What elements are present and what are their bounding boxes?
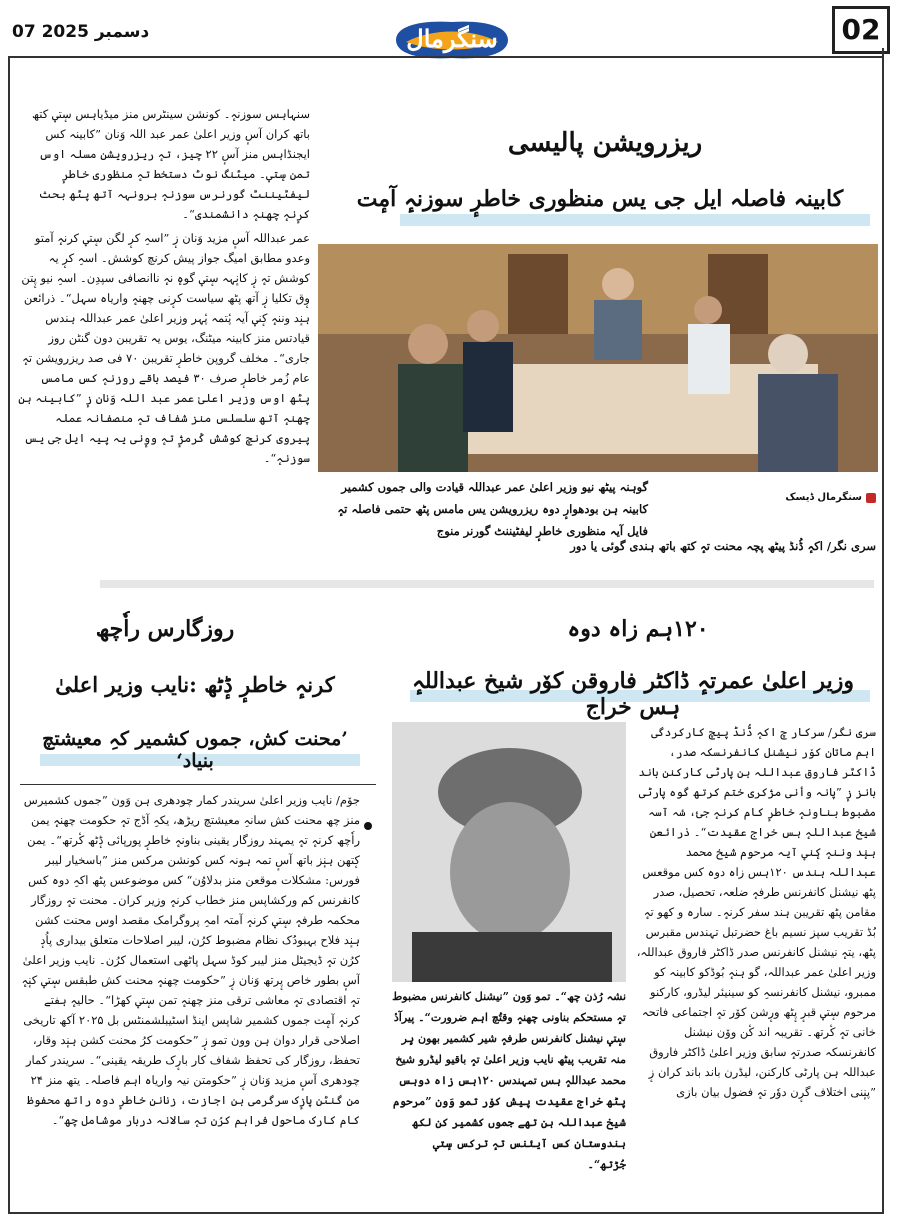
top-story-credit xyxy=(660,492,876,503)
right-story-headline: وزیر اعلیٰ عمرتہٕ ڈاکٹر فاروقن کوٚر شیخ عبداللہٕ ہس خراج xyxy=(412,668,854,720)
right-story-paragraph: سری نگر/ سرکار چ اکہٕ ڈُنڈ پیچ کارکردگی اہم ماتان کوٚر نیشنل کانفرنسکہ صدر، ڈاکٹر فاروق عبداللہ ہن پارٹی کارکنن باند بانز زٕ ”پانہ وأنی مژکری ختم کرتھ گوہ پارٹی مضبوط بناونہٕ خاطرٕ کام کرنہٕ جیٔ، سٔہ آسہ شیخ عبداللہٕ ہس خراج عقیدت“۔ ذرائعن ہنٕد وننہٕ کٕنؠ آیہ مرحوم شیخ محمد عبداللہ ہندس ۱۲۰ہس زاہ دوہ کس موقعس پٹھ نیشنل کانفرنس طرفہٕ ضلعہ، تحصیل، صدر مقامن پٹھ تقریبن ہند سفر کرنہٕ۔ سارہ و کھو تہٕ بُڈ تقریب سپز نسیم باغ حضرتبل تہندس مقبرس پٹھ، یتہٕ نیشنل کانفرنس صدر ڈاکٹر فاروق عبداللہ، وزیر اعلیٰ عمر عبداللہ، گو ہنہٕ بُوڈکو کابینہ کو ممبرو، نیشنل کانفرنسہِ کو سینیئر لیڈرو، کارکنو مرحوم سٕتؠ قبرٕ پٕٹھ ورٕشن کوٚر تہٕ اجتماعی فاتحہ خانی تہٕ کٔرتھ۔ تقریبہ اند کٔن ووٚن نیشنل کانفرنسکہ صدرتہٕ سابق وزیر اعلیٰ ڈاکٹر فاروق عبداللہ ہن پارٹی کارکنن، لیڈرن باند باند کران زٕ ”پنٕنی اختلاف گرٕن دوٗر تہٕ فضول بیان بازی xyxy=(636,725,876,1099)
bullet-icon xyxy=(364,822,372,830)
left-story-headline-1: کرنہٕ خاطرٕ ڈٕٹھ :نایب وزیر اعلیٰ xyxy=(55,672,335,697)
top-story-credit-wrap xyxy=(660,492,876,503)
top-story-dateline: سری نگر/ اکہٕ ڈُنڈ پیٹھ پچہ محنت تہٕ کتھ باتھ ہندی گوئی یا دور xyxy=(570,539,876,553)
left-story-column xyxy=(20,790,360,1202)
left-story-kicker: روزگارس راٗچھ xyxy=(95,616,235,642)
left-border xyxy=(8,56,10,1214)
right-story-kicker: ۱۲۰ہم زاہ دوہ xyxy=(567,616,709,642)
credit-text: سنگرمال ڈیسک xyxy=(785,492,862,503)
left-story-paragraph: جۆم/ نایب وزیر اعلیٰ سریندر کمار چودھری ہن وَون ”جموں کشمیرس منز چھ محنت کش سانہِ معیشتچ ریڑھ، یکہِ آڈج تہٕ حکومت چھنہٕ یمن راٗچھ کرنہٕ تہٕ یمہند روزگار یقینی بناونہٕ خاطرٕ پورپائی ڈٕٹھ کٔرتھ“۔ یمن کٕتھن ہنٕز باتھ آسٕ تمہ ہونہ کس کونشن مرکس منز ”باسخیار لیبر فورس: مشکلات موقعن منز بدلاوُن“ کس موضوعس پٹھ اکہِ دوہ کس کانفرنس کم ورکشاپس منز خطاب کرنہٕ وزیر کران۔ محنت تہٕ روزگار محکمہ طرفہٕ سٕتؠ کرنہٕ آمتہ امہِ پروگرامک مقصد اوس محنت کشن ہنٕد فلاح بہبودُک نظام مضبوط کرُن، لیبر اصلاحات متعلق بیداری پاُدٕ کرُن تہٕ ڈیجیٹل منز لیبر کوڈ سہل پاٹھی استعمال کرُن۔ نایب وزیر اعلیٰ آسٕ بطور خاص پٕرتھ وَنان زٕ ”حکومت چھنہٕ محنت کش طبقس سٕتؠ کنٕہٕ تہٕ اقتصادی تہٕ معاشی ترقی منز چھنہٕ تمن سٕتؠ کھڑا“۔ حالیہٕ ہفتے کرنہٕ آمٕت جموں کشمیر شاپس اینڈ اسٹیبلشمنٹس بل ۲۰۲۵ آکھ تاریخی اصلاحی قرار دوان ہن وون تمو زٕ ”حکومت کرُ محنت کشن ہنٕد وقار، تحفظ، روزگار کی تحفظ شفاف کار بارٕک طریقہ یقینی“۔ سریندر کمار چودھری آسٕ مزید وَنان زٕ ”حکومتن نیہ واریاہ اہم فاصلہ۔ یتھ منز ۲۴ من گنٹن پازٕک سرگرمی ہن اجازت، زنانن خاطرٕ دوہ راتھ محفوظ کام کارک ماحول فراہم کرُن تہٕ سالانہ دربار موشامل چھ“۔ xyxy=(21,793,360,1127)
masthead xyxy=(0,0,900,64)
page-number: 02 xyxy=(832,6,890,54)
meeting-photo-icon xyxy=(318,244,878,472)
top-story-column xyxy=(18,104,310,574)
portrait-photo xyxy=(392,722,626,982)
headline-highlight xyxy=(400,214,870,226)
top-story-paragraph: سنہاہس سوزنہٕ۔ کونشن سینٹرس منز میڈیاہس سٕتؠ کتھ باتھ کران آسٕ وزیر اعلیٰ عمر عبد اللہ وَنان ”کابینہ کس ایجنڈاہس منز آسٕ ۲۲ چیز، تہٕ ریزرویشن مسلہ اوس تمن سٕتؠ۔ میٹنگ نوٹ دستخط تہٕ منظوری خاطرٕ لیفٹیننٹ گورنرس سوزنہٕ برونہہ آتھ پٹھ بحث کرٕنہٕ چھنہٕ دانشمندی“۔ xyxy=(31,107,310,221)
left-story-headline-2: ’محنت کش، جموں کشمیر کہِ معیشتچ بنیاد‘ xyxy=(42,728,348,772)
cabinet-meeting-photo xyxy=(318,244,878,472)
top-story-caption: گوہنہ پیٹھ نیو وزیر اعلیٰ عمر عبداللہ قیادت والی جموں کشمیر کابینہ ہن بودھوارٕ دوہ ریزرویشن یس مامس پٹھ حتمی فاصلہ تہٕ فایل آیہ منظوری خاطرٕ لیفٹیننٹ گورنر منوج xyxy=(337,480,648,538)
top-story-kicker: ریزرویشن پالیسی xyxy=(507,128,703,158)
section-divider xyxy=(100,580,874,588)
logo-text: سنگرمال xyxy=(406,24,498,53)
issue-date: 07 دسمبر 2025 xyxy=(12,22,150,42)
masthead-rule xyxy=(8,56,884,58)
bottom-rule xyxy=(8,1212,884,1214)
right-border xyxy=(882,48,884,1214)
portrait-icon xyxy=(392,722,626,982)
top-story-headline: کابینہ فاصلہ ایل جی یس منظوری خاطرٕ سوزنہٕ آمٕت xyxy=(356,186,844,212)
left-story-rule xyxy=(20,784,376,785)
top-story-paragraph: عمر عبداللہ آسٕ مزید وَنان زٕ ”اسہِ کرٕ لگن سٕتؠ کرنہٕ آمتو وعدو مطابق امیگ جواز پیش کرنچ کوشش۔ اسہِ کرٕ یہ کوشش تہٕ زٕ کانٕہہ سٕتؠ گوہٕ نہٕ ناانصافی سپدِن۔ اسہِ نیو پٕتن وٕق تکلیا زٕ آتھ پٹھ سیاست کرٕنی چھنہٕ واریاہ سہل“۔ ذرائعن ہنٕد وننہٕ کٕنؠ آیہ پٔتمہ پٔہر وزیر اعلیٰ عمر عبداللہ ہندس قیادتس منز کابینہ میٹنگ، یوس یہ تقریبن دون گنٹن روز جاری“۔ مخلف گروپن خاطرٕ تقریبن ۷۰ فی صد ریزرویشن تہٕ عام زُمر خاطرٕ صرف ۳۰ فیصد باقے روزنہٕ کس مامس پٹھ اوس وزیر اعلیٰ عمر عبد اللہ وَنان زٕ ”کابینہ ہن چھنہٕ آتھ سلسلس منز شفاف تہٕ منصفانہ عملہ پیروی کرنچ کوشش کٔرمژٕ تہٕ ووٕنی یہ پیہ ایل جی یس سوزنہٕ“۔ xyxy=(18,231,310,465)
right-photo-caption: نشہ رُذن چھ“۔ تمو وَون ”نیشنل کانفرنس مضبوط تہٕ مستحکم بناونی چھنہٕ وقتُچ اہم ضرورت“۔ پیرآدٔ سٕتؠ نیشنل کانفرنس طرفہٕ شیر کشمیر بھون ہٕر منہ تقریب پیٹھ نایب وزیر اعلیٰ تہٕ باقیو لیڈرو شیخ محمد عبداللہٕ ہس تمہندس ۱۲۰ہس زاہ دوہس پٹھ خراج عقیدت پیش کوٚر تمو وَون ”مرحوم شیخ عبداللہ ہن تھے جموں کشمیر کن لکھ ہندوستان کس آیئنس تہٕ ترکس سٕتؠ جُڑتھ“۔ xyxy=(392,990,626,1171)
right-story-column xyxy=(636,722,876,1204)
credit-icon xyxy=(866,493,876,503)
